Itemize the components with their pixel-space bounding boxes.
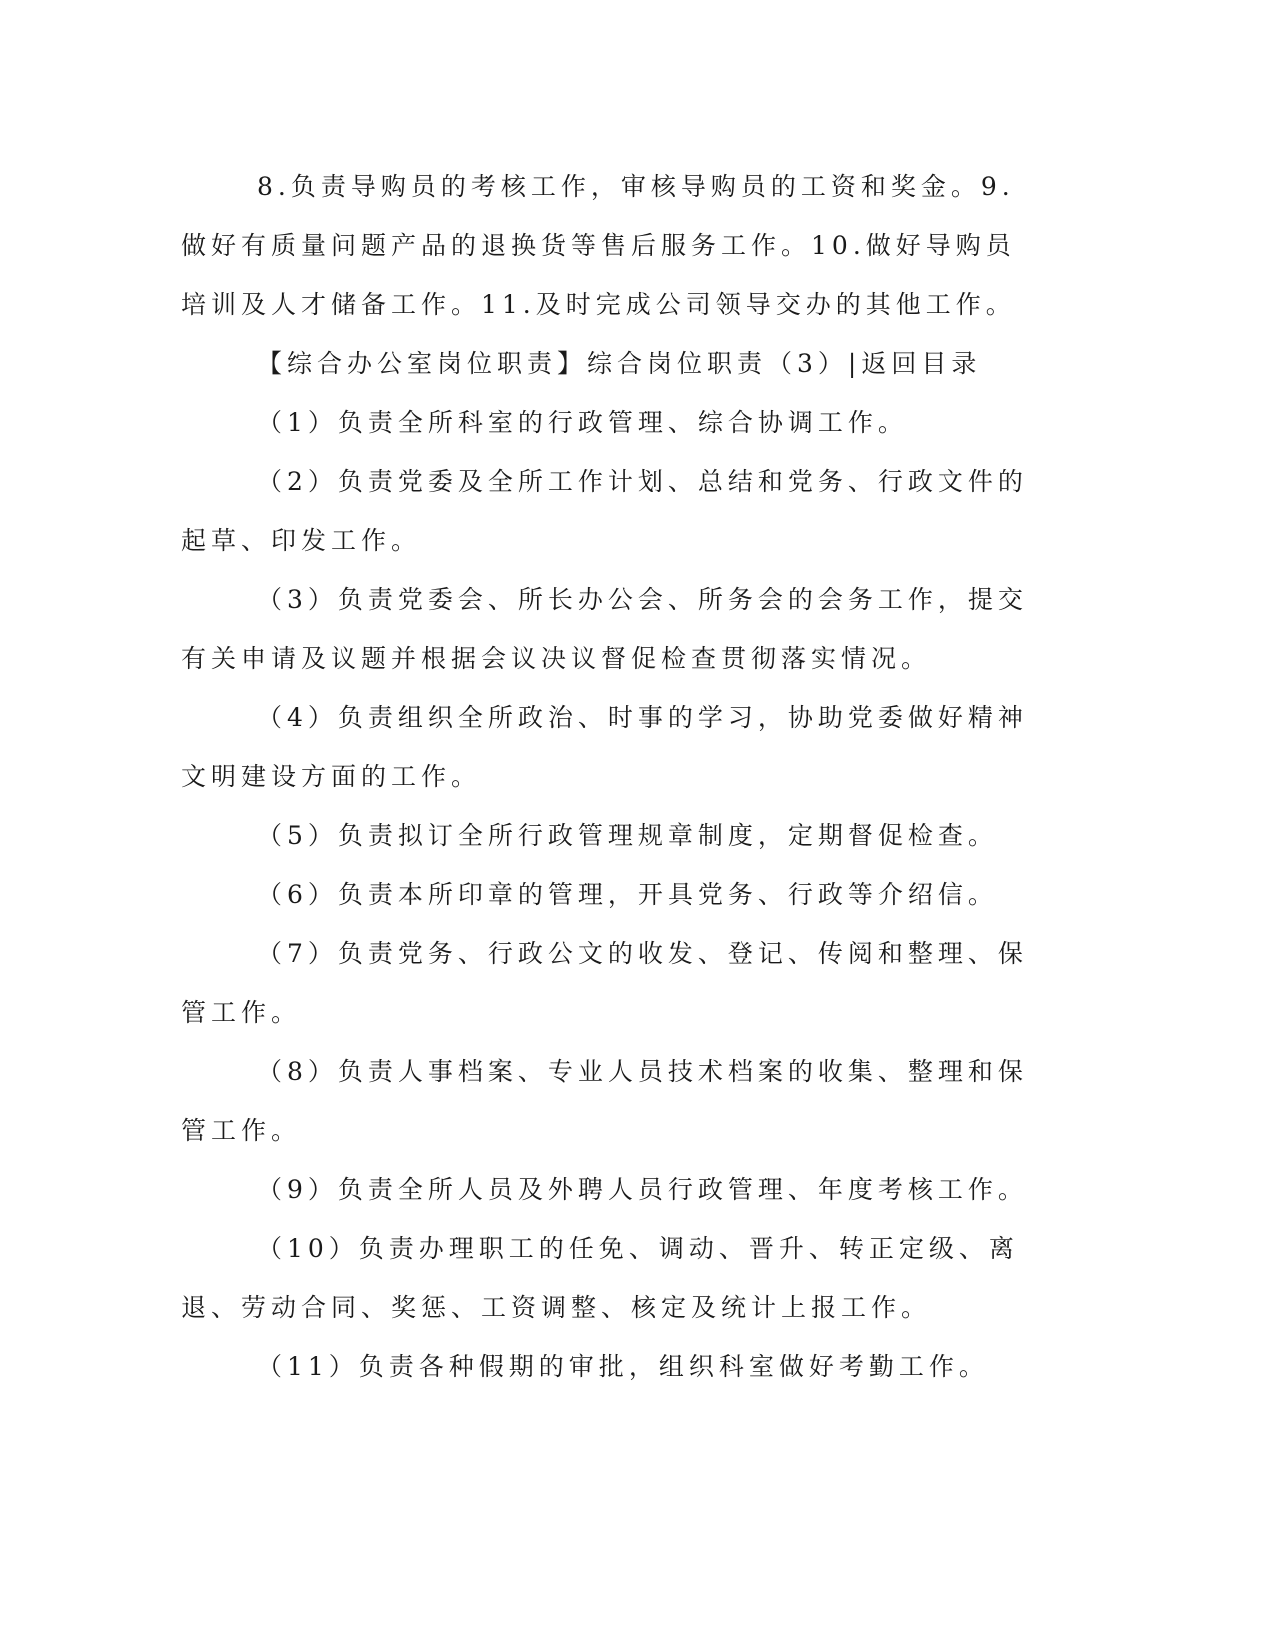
paragraph-item-3: （3）负责党委会、所长办公会、所务会的会务工作，提交有关申请及议题并根据会议决议督促检查贯彻落实情况。	[181, 585, 1028, 673]
paragraph-item-6: （6）负责本所印章的管理，开具党务、行政等介绍信。	[257, 880, 998, 909]
paragraph-item-11: （11）负责各种假期的审批，组织科室做好考勤工作。	[257, 1352, 989, 1381]
paragraph-item-4: （4）负责组织全所政治、时事的学习，协助党委做好精神文明建设方面的工作。	[181, 703, 1028, 791]
paragraph-item-5: （5）负责拟订全所行政管理规章制度，定期督促检查。	[257, 821, 998, 850]
paragraph-item-2: （2）负责党委及全所工作计划、总结和党务、行政文件的起草、印发工作。	[181, 467, 1028, 555]
paragraph-item-10: （10）负责办理职工的任免、调动、晋升、转正定级、离退、劳动合同、奖惩、工资调整、核定及统计上报工作。	[181, 1234, 1019, 1322]
paragraph-item-1: （1）负责全所科室的行政管理、综合协调工作。	[257, 408, 908, 437]
paragraph-item-8: （8）负责人事档案、专业人员技术档案的收集、整理和保管工作。	[181, 1057, 1028, 1145]
paragraph-item-9: （9）负责全所人员及外聘人员行政管理、年度考核工作。	[257, 1175, 1028, 1204]
document-body	[181, 157, 1041, 1396]
paragraph-duties-8-11: 8.负责导购员的考核工作，审核导购员的工资和奖金。9.做好有质量问题产品的退换货等售后服务工作。10.做好导购员培训及人才储备工作。11.及时完成公司领导交办的其他工作。	[181, 172, 1016, 319]
section-heading-general-office: 【综合办公室岗位职责】综合岗位职责（3）|返回目录	[257, 349, 982, 378]
paragraph-item-7: （7）负责党务、行政公文的收发、登记、传阅和整理、保管工作。	[181, 939, 1028, 1027]
